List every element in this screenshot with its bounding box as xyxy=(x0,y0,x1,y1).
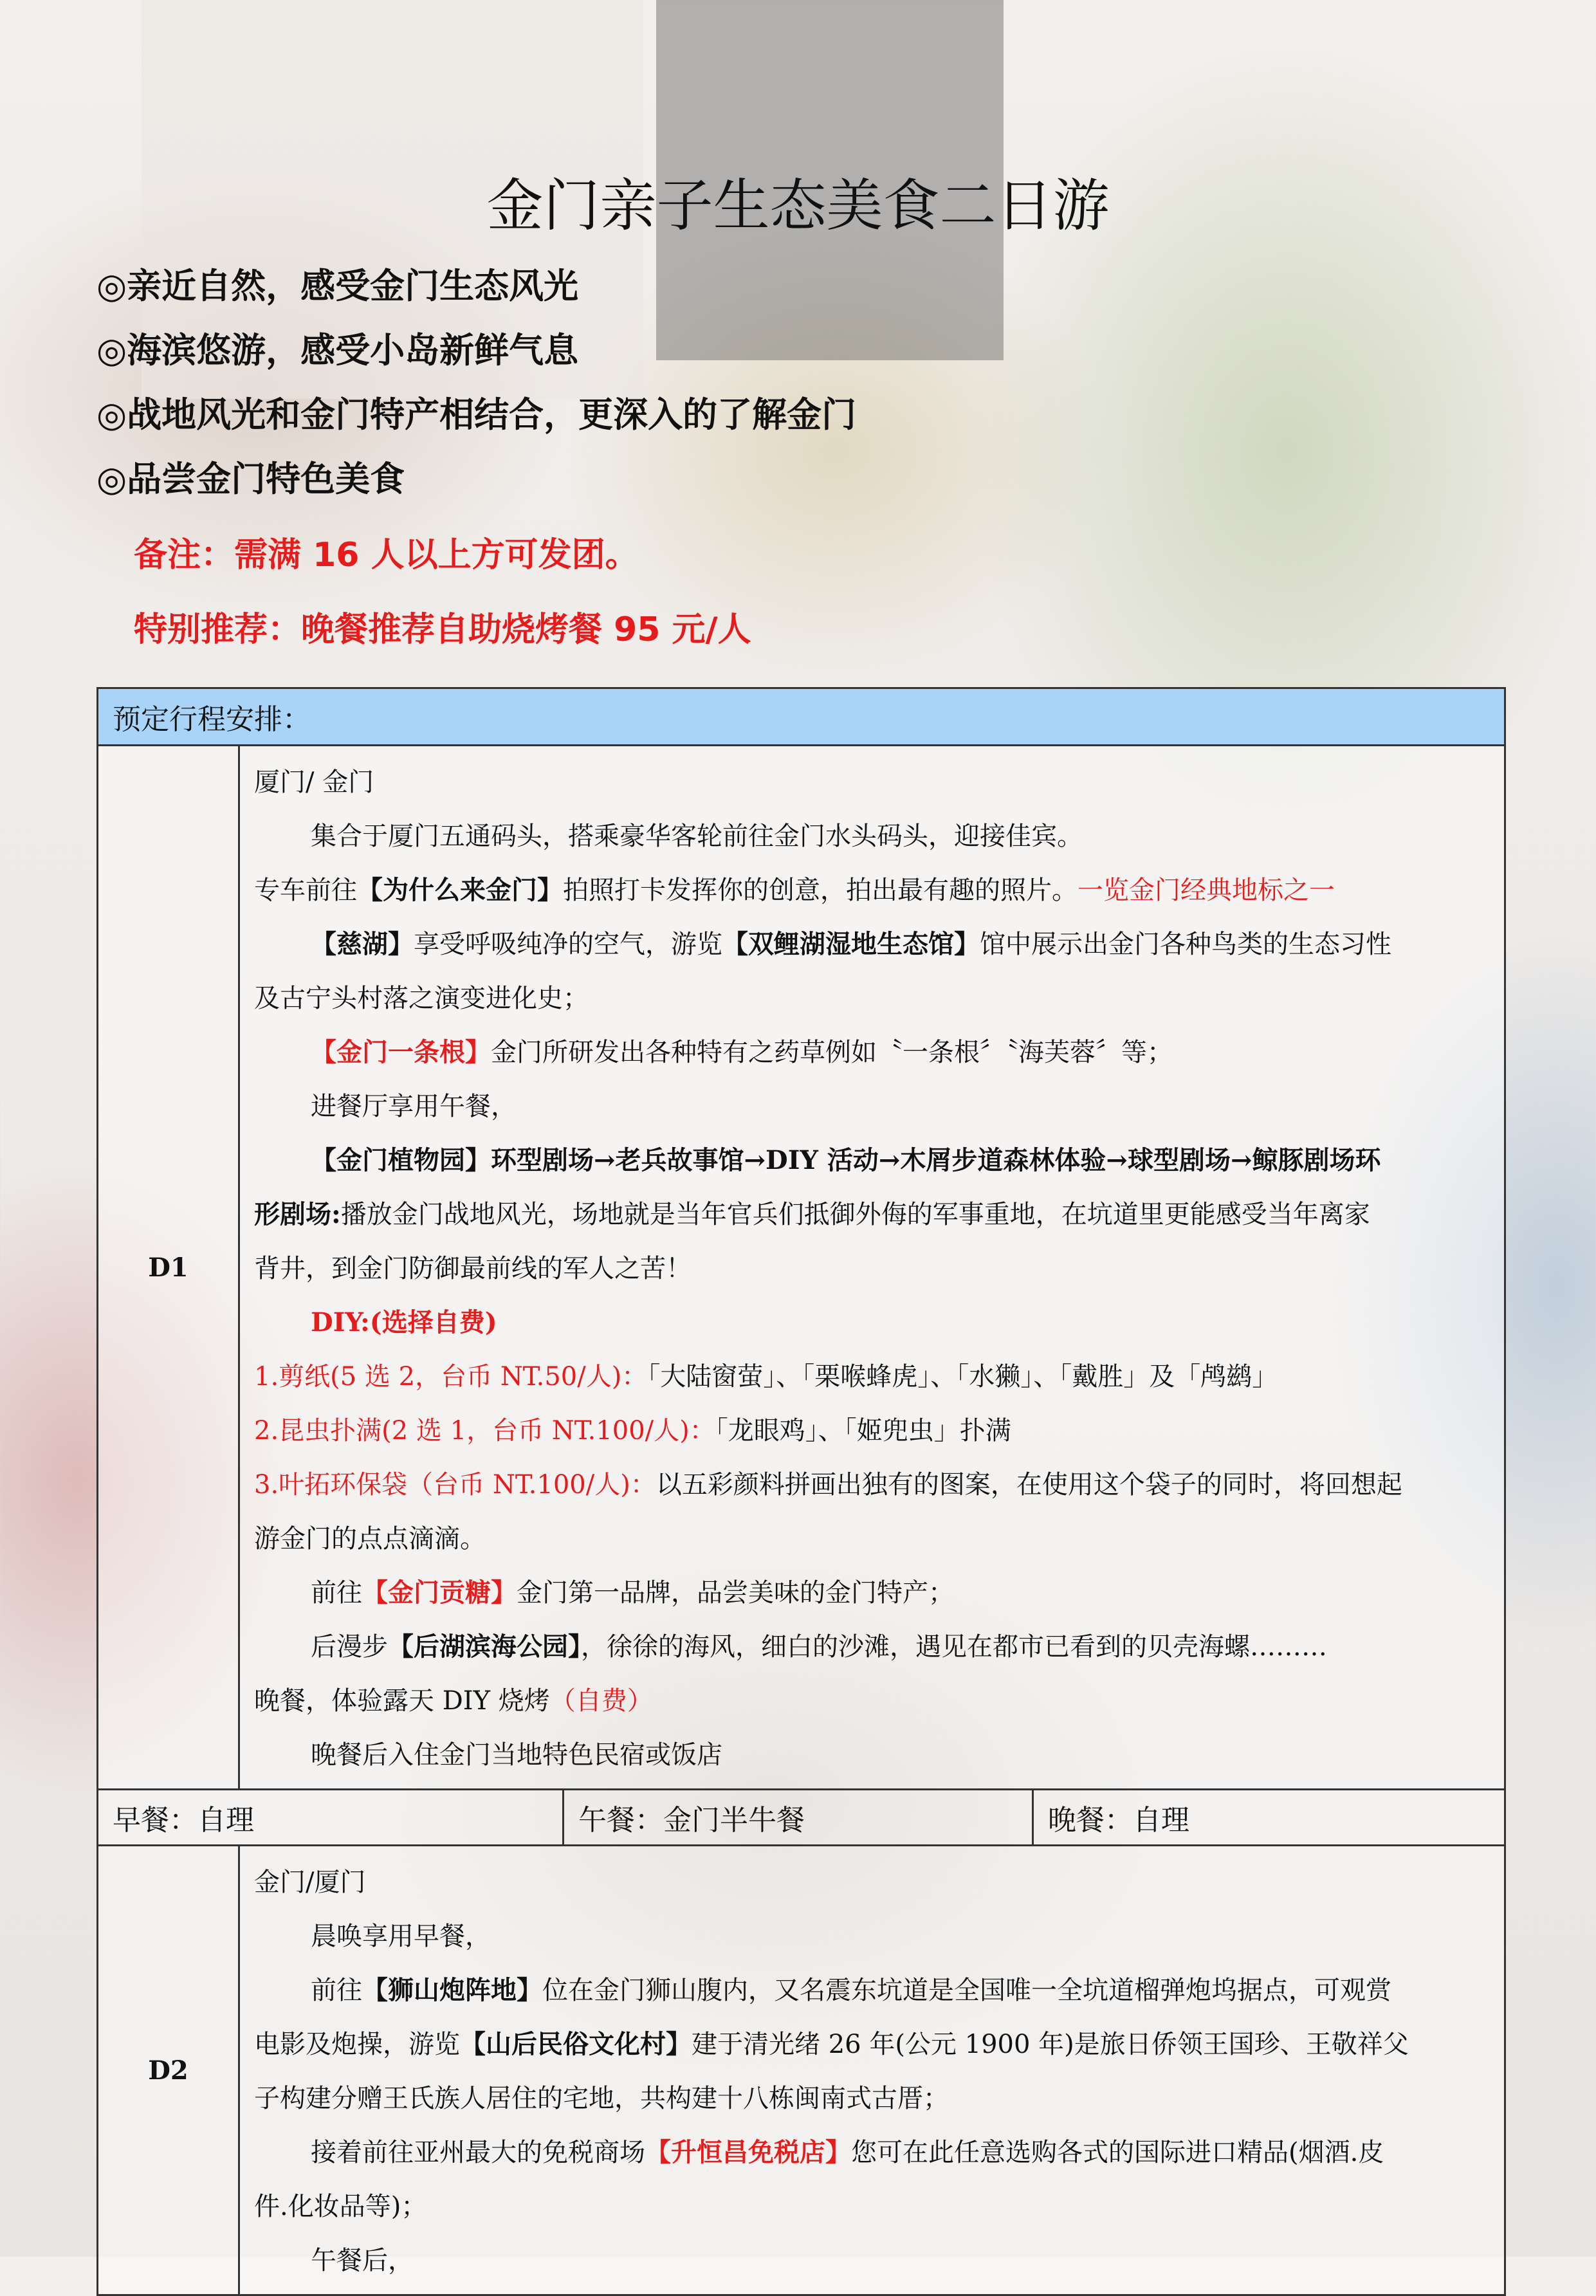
text-span: 金门所研发出各种特有之药草例如〝一条根〞〝海芙蓉〞等； xyxy=(491,1038,1173,1067)
itinerary-line xyxy=(254,1188,1492,1242)
itinerary-line: 午餐后， xyxy=(311,2246,414,2275)
option-items: 「大陆窗萤」、「栗喉蜂虎」、「水獭」、「戴胜」及「鸬鹚」 xyxy=(647,1362,1278,1391)
day-label-d1: D1 xyxy=(98,746,239,1790)
text-span: 享受呼吸纯净的空气，游览 xyxy=(414,930,722,959)
page-title: 金门亲子生态美食二日游 xyxy=(486,172,1110,239)
dinner-cell: 晚餐：自理 xyxy=(1033,1790,1505,1846)
text-span: 拍照打卡发挥你的创意，拍出最有趣的照片。 xyxy=(563,876,1078,905)
option-items: 「龙眼鸡」、「姬兜虫」扑满 xyxy=(715,1416,1011,1446)
text-span: 前往 xyxy=(311,1578,362,1608)
attraction-name: 形剧场: xyxy=(254,1199,341,1229)
itinerary-line: 集合于厦门五通码头，搭乘豪华客轮前往金门水头码头，迎接佳宾。 xyxy=(311,822,1083,851)
itinerary-line: 【金门植物园】环型剧场→老兵故事馆→DIY 活动→木屑步道森林体验→球型剧场→鲸豚剧场环 xyxy=(311,1145,1381,1175)
attraction-name: 【升恒昌免税店】 xyxy=(645,2137,851,2167)
itinerary-line xyxy=(254,863,1492,917)
option-price: 3.叶拓环保袋（台币 NT.100/人)： xyxy=(254,1470,656,1500)
itinerary-line: 游金门的点点滴滴。 xyxy=(254,1524,486,1554)
itinerary-table xyxy=(96,687,1506,2296)
highlights-list xyxy=(96,254,856,511)
itinerary-line: 晨唤享用早餐， xyxy=(311,1922,491,1951)
diy-option xyxy=(254,1350,1492,1404)
bbq-recommendation-note: 特别推荐：晚餐推荐自助烧烤餐 95 元/人 xyxy=(134,611,751,649)
attraction-name: 【金门贡糖】 xyxy=(362,1577,517,1608)
text-span: 电影及炮操，游览 xyxy=(254,2030,460,2059)
text-span: 位在金门狮山腹内，又名震东坑道是全国唯一全坑道榴弹炮坞据点，可观赏 xyxy=(542,1976,1391,2005)
route-text: 厦门/ 金门 xyxy=(254,767,374,797)
attraction-name: 【山后民俗文化村】 xyxy=(460,2029,692,2059)
attraction-name: 【慈湖】 xyxy=(311,929,414,959)
itinerary-line: 及古宁头村落之演变进化史； xyxy=(254,984,589,1013)
diy-heading: DIY:(选择自费) xyxy=(311,1307,497,1337)
itinerary-line: 晚餐后入住金门当地特色民宿或饭店 xyxy=(311,1740,722,1770)
itinerary-line: 件.化妆品等)； xyxy=(254,2192,427,2221)
highlight-item: ◎品尝金门特色美食 xyxy=(96,459,405,499)
itinerary-line xyxy=(254,1025,1492,1079)
day-label-d2: D2 xyxy=(98,1846,239,2295)
itinerary-line xyxy=(254,1674,1492,1728)
group-size-note: 备注：需满 16 人以上方可发团。 xyxy=(134,536,639,574)
itinerary-line: 背井，到金门防御最前线的军人之苦！ xyxy=(254,1254,692,1283)
breakfast-cell: 早餐：自理 xyxy=(98,1790,564,1846)
text-span: 建于清光绪 26 年(公元 1900 年)是旅日侨领王国珍、王敬祥父 xyxy=(692,2030,1409,2059)
option-items: 以五彩颜料拼画出独有的图案，在使用这个袋子的同时，将回想起 xyxy=(656,1470,1402,1500)
itinerary-line xyxy=(254,2126,1492,2180)
text-span: 播放金门战地风光，场地就是当年官兵们抵御外侮的军事重地，在坑道里更能感受当年离家 xyxy=(340,1200,1370,1229)
text-span: 前往 xyxy=(311,1976,362,2005)
text-span: 馆中展示出金门各种鸟类的生态习性 xyxy=(980,930,1391,959)
itinerary-line xyxy=(254,1963,1492,2017)
option-price: 1.剪纸(5 选 2，台币 NT.50/人)： xyxy=(254,1362,648,1391)
diy-option xyxy=(254,1404,1492,1458)
attraction-name: 【为什么来金门】 xyxy=(357,875,563,905)
diy-option xyxy=(254,1458,1492,1512)
text-span: 您可在此任意选购各式的国际进口精品(烟酒.皮 xyxy=(851,2138,1384,2167)
attraction-name: 【后湖滨海公园】 xyxy=(388,1631,581,1662)
highlight-item: ◎战地风光和金门特产相结合，更深入的了解金门 xyxy=(96,394,857,435)
itinerary-line xyxy=(254,1566,1492,1620)
attraction-name: 【狮山炮阵地】 xyxy=(362,1975,542,2005)
itinerary-line: 进餐厅享用午餐， xyxy=(311,1092,517,1121)
attraction-name: 【双鲤湖湿地生态馆】 xyxy=(722,929,980,959)
text-span: 后漫步 xyxy=(311,1632,388,1662)
option-price: 2.昆虫扑满(2 选 1，台币 NT.100/人)： xyxy=(254,1416,715,1446)
itinerary-line xyxy=(254,2017,1492,2071)
text-span: ，徐徐的海风，细白的沙滩，遇见在都市已看到的贝壳海螺……… xyxy=(581,1632,1327,1662)
text-span: 专车前往 xyxy=(254,876,357,905)
day-content-d2 xyxy=(239,1846,1505,2295)
text-span: 金门第一品牌，品尝美味的金门特产； xyxy=(517,1578,954,1608)
attraction-name: 【金门一条根】 xyxy=(311,1037,491,1067)
text-span: 晚餐，体验露天 DIY 烧烤 xyxy=(254,1686,550,1716)
self-pay-note: （自费） xyxy=(549,1686,653,1716)
route-text: 金门/厦门 xyxy=(254,1868,366,1897)
text-span: 接着前往亚州最大的免税商场 xyxy=(311,2138,645,2167)
itinerary-header: 预定行程安排： xyxy=(98,688,1505,746)
highlight-item: ◎亲近自然，感受金门生态风光 xyxy=(96,266,579,306)
itinerary-line xyxy=(254,917,1492,971)
itinerary-line xyxy=(254,1620,1492,1674)
highlight-item: ◎海滨悠游，感受小岛新鲜气息 xyxy=(96,330,579,371)
itinerary-line: 子构建分赠王氏族人居住的宅地，共构建十八栋闽南式古厝； xyxy=(254,2084,949,2113)
highlight-text: 一览金门经典地标之一 xyxy=(1078,876,1335,905)
day-content-d1 xyxy=(239,746,1505,1790)
lunch-cell: 午餐：金门半牛餐 xyxy=(564,1790,1033,1846)
